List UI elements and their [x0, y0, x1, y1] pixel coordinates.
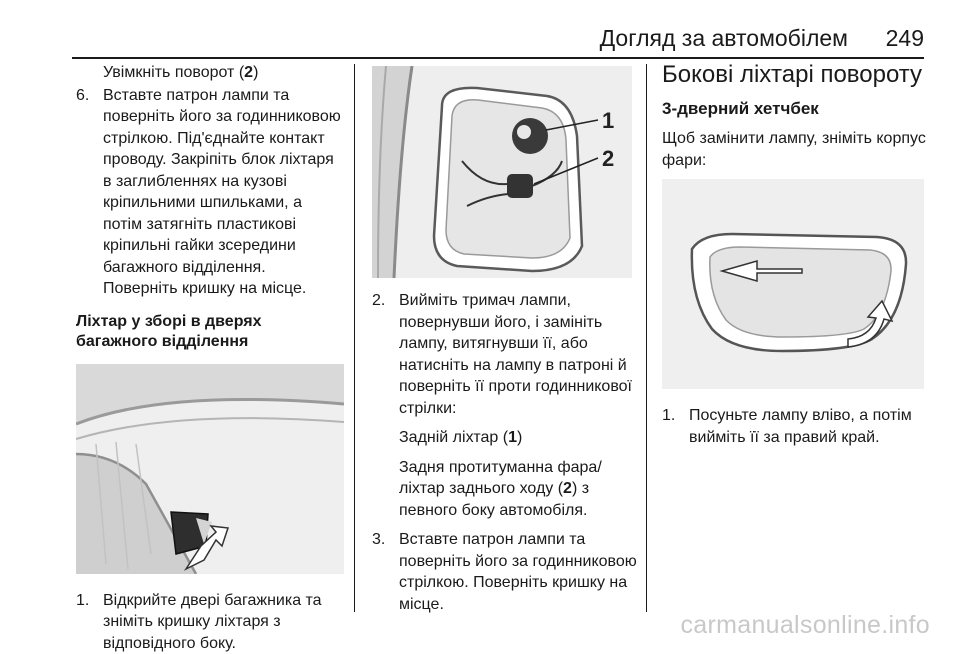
ref-number: 2	[563, 480, 572, 497]
text: )	[253, 64, 258, 81]
page-number: 249	[886, 22, 924, 54]
step-2	[372, 290, 640, 419]
page-header	[0, 22, 960, 56]
ref-number: 1	[508, 429, 517, 446]
column-middle	[372, 62, 640, 615]
step-text: Посуньте лампу вліво, а потім вийміть її за правий край.	[689, 405, 926, 448]
column-divider	[646, 64, 647, 612]
step-1	[76, 590, 344, 654]
intro-text: Щоб замінити лампу, зніміть корпус фари:	[662, 128, 926, 171]
text: Задній ліхтар (	[399, 429, 508, 446]
sub-item-fog-reverse	[372, 457, 640, 522]
bulb-holder-figure	[372, 66, 632, 278]
text: Увімкніть поворот (	[103, 64, 244, 81]
step-3	[372, 529, 640, 615]
step-text: Вставте патрон лампи та повернiть його за годинниковою стрілкою. Під'єднайте контакт проводу. Закріпіть блок ліхтаря в заглибленнях на кузові кріпильними шпильками, а потім затягніть пластикові кріпильні гайки зсередини багажного відділення. Поверніть кришку на місце.	[103, 85, 344, 300]
step-number: 2.	[372, 290, 385, 312]
step-number: 6.	[76, 85, 89, 107]
step-number: 1.	[76, 590, 89, 612]
step-text: Вставте патрон лампи та повернiть його за годинниковою стрілкою. Поверніть кришку на місце.	[399, 529, 640, 615]
text: ) з певного боку автомобіля.	[399, 480, 589, 519]
column-right	[662, 62, 926, 448]
tailgate-light-figure	[76, 364, 344, 574]
sub-item-rear-light	[372, 427, 640, 449]
callout-2: 2	[602, 146, 614, 171]
text: )	[517, 429, 522, 446]
step-1	[662, 405, 926, 448]
column-left	[76, 62, 344, 654]
step-number: 3.	[372, 529, 385, 551]
continued-step	[76, 62, 344, 84]
section-heading: Бокові ліхтарі повороту	[662, 60, 926, 90]
watermark: carmanualsonline.info	[680, 611, 930, 640]
callout-1: 1	[602, 108, 614, 133]
step-text: Відкрийте двері багажника та зніміть кришку ліхтаря з відповідного боку.	[103, 590, 344, 654]
step-text: Вийміть тримач лампи, повернувши його, і замініть лампу, витягнувши її, або натисніть на лампу в патроні й поверніть її проти годинникової стрілки:	[399, 290, 640, 419]
ref-number: 2	[244, 64, 253, 81]
column-divider	[354, 64, 355, 612]
side-indicator-figure	[662, 179, 924, 389]
text: Задня протитуманна фара/ліхтар заднього ходу (	[399, 459, 602, 498]
header-rule	[72, 57, 924, 59]
step-number: 1.	[662, 405, 675, 427]
page-title: Догляд за автомобілем	[600, 22, 848, 54]
section-subheading: 3-дверний хетчбек	[662, 98, 926, 120]
step-6	[76, 85, 344, 300]
section-subheading: Ліхтар у зборі в дверях багажного відділення	[76, 312, 344, 352]
